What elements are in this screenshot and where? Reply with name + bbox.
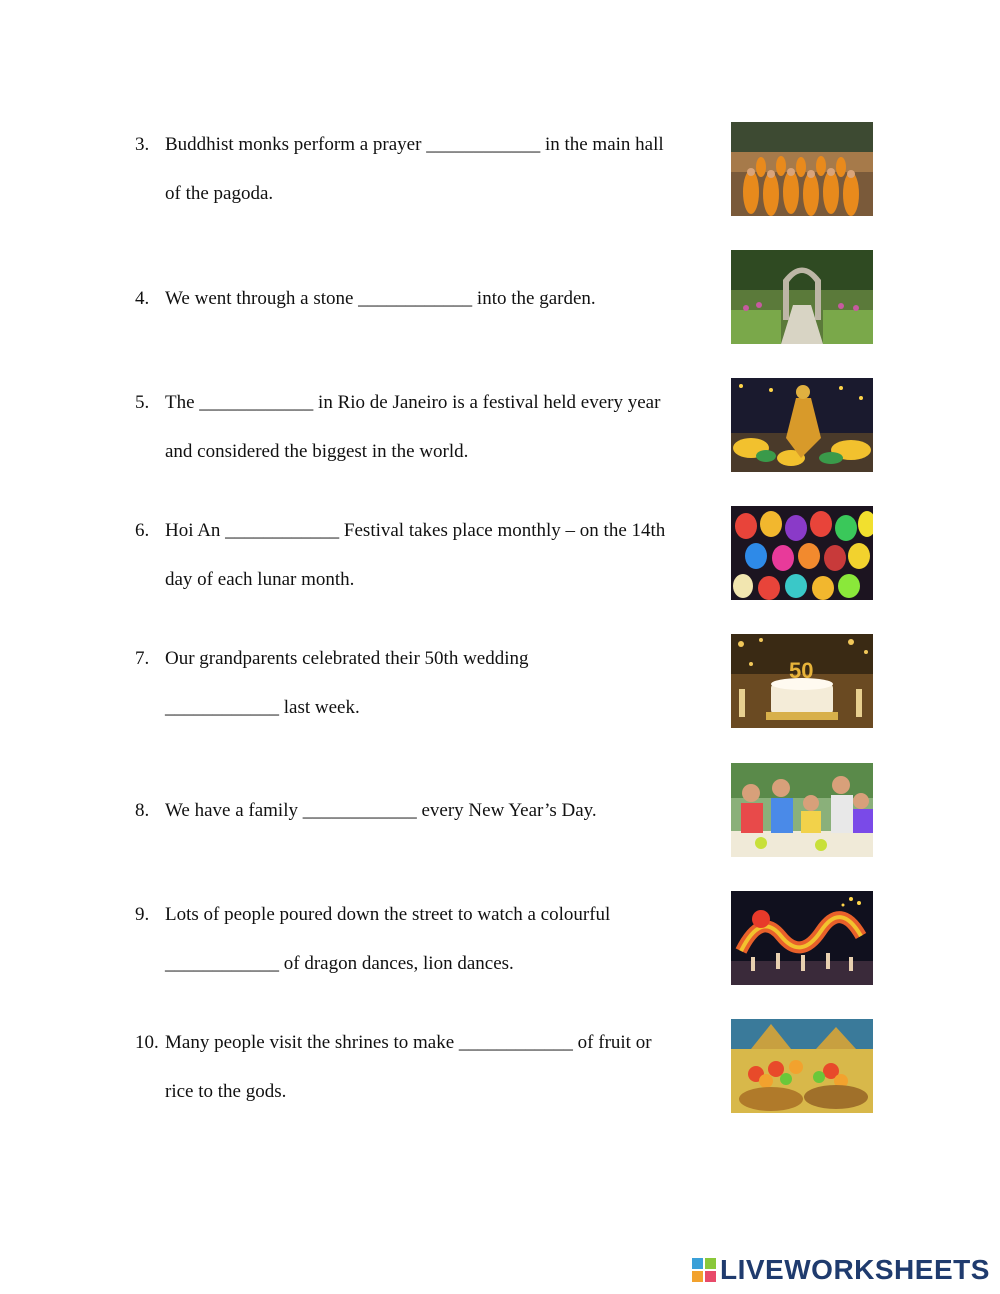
liveworksheets-logo-icon xyxy=(692,1258,716,1282)
question-number: 4. xyxy=(135,288,150,309)
family-meal-photo xyxy=(731,763,873,857)
question-number: 7. xyxy=(135,648,150,669)
liveworksheets-logo[interactable] xyxy=(690,1254,990,1286)
dragon-dance-photo xyxy=(731,891,873,985)
question-text-line-2: rice to the gods. xyxy=(165,1081,287,1102)
question-text-line-1: We went through a stone ____________ into the garden. xyxy=(165,288,596,309)
question-number: 8. xyxy=(135,800,150,821)
question-number: 5. xyxy=(135,392,150,413)
fruit-offering-photo xyxy=(731,1019,873,1113)
question-text-line-1: The ____________ in Rio de Janeiro is a festival held every year xyxy=(165,392,661,413)
question-number: 9. xyxy=(135,904,150,925)
anniversary-cake-photo xyxy=(731,634,873,728)
question-text-line-1: Hoi An ____________ Festival takes place monthly – on the 14th xyxy=(165,520,666,541)
logo-text: LIVEWORKSHEETS xyxy=(720,1254,990,1285)
question-text-line-2: ____________ last week. xyxy=(165,697,360,718)
carnival-photo xyxy=(731,378,873,472)
question-text-line-2: and considered the biggest in the world. xyxy=(165,441,469,462)
question-text-line-1: Our grandparents celebrated their 50th wedding xyxy=(165,648,529,669)
question-text-line-1: Buddhist monks perform a prayer ____________ in the main hall xyxy=(165,134,664,155)
question-number: 6. xyxy=(135,520,150,541)
question-text-line-2: day of each lunar month. xyxy=(165,569,355,590)
question-text-line-1: Lots of people poured down the street to watch a colourful xyxy=(165,904,611,925)
svg-text:50: 50 xyxy=(789,658,814,683)
question-text-line-2: of the pagoda. xyxy=(165,183,274,204)
question-text-line-2: ____________ of dragon dances, lion dances. xyxy=(165,953,514,974)
question-number: 3. xyxy=(135,134,150,155)
monks-photo xyxy=(731,122,873,216)
lanterns-photo xyxy=(731,506,873,600)
question-text-line-1: We have a family ____________ every New Year’s Day. xyxy=(165,800,597,821)
question-number: 10. xyxy=(135,1032,159,1053)
stone-arch-photo xyxy=(731,250,873,344)
question-text-line-1: Many people visit the shrines to make ____________ of fruit or xyxy=(165,1032,652,1053)
